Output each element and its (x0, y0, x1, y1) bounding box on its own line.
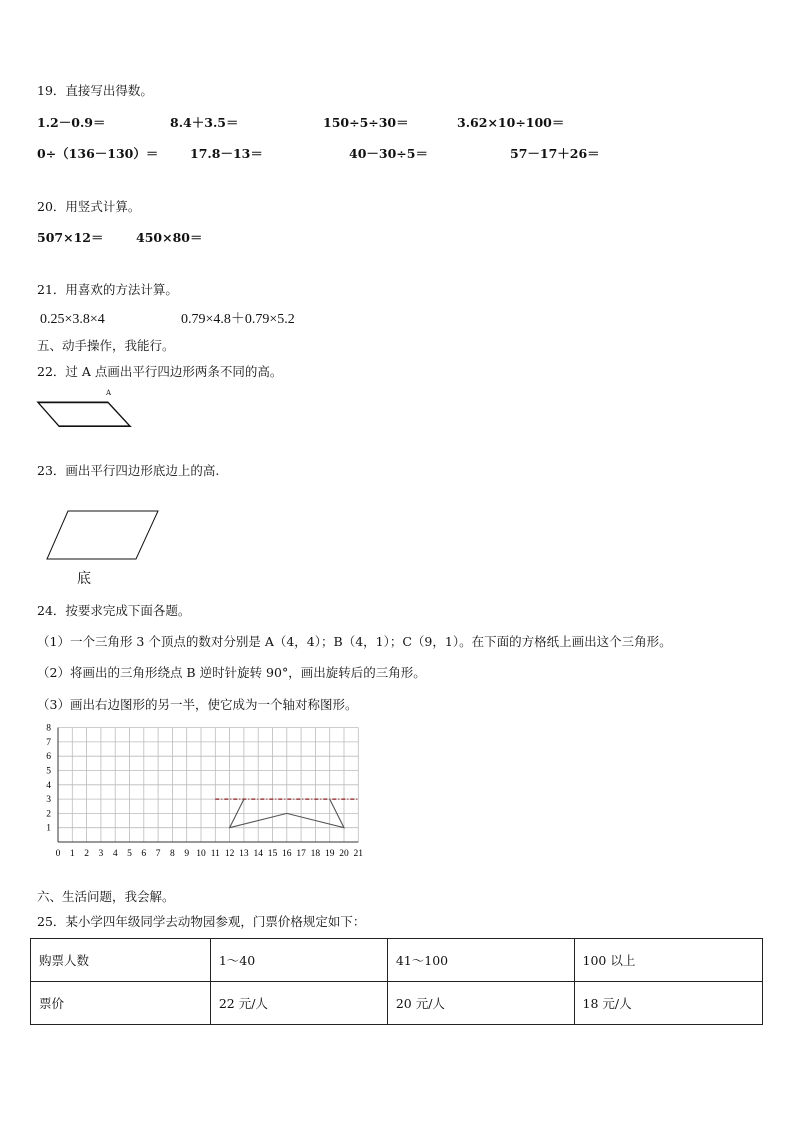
q24-sub-3: （3）画出右边图形的另一半，使它成为一个轴对称图形。 (37, 697, 358, 712)
q21-item-2: 0.79×4.8＋0.79×5.2 (181, 312, 295, 327)
q20-item-2: 450×80＝ (136, 230, 203, 245)
q25-title: 25．某小学四年级同学去动物园参观，门票价格规定如下： (37, 914, 366, 929)
y-tick-label: 7 (46, 737, 51, 748)
table-cell: 购票人数 (31, 939, 211, 982)
x-tick-label: 3 (98, 849, 104, 859)
q19-r2-c3: 40－30÷5＝ (349, 146, 428, 161)
section-5-heading: 五、动手操作，我能行。 (37, 338, 175, 353)
x-tick-label: 10 (196, 849, 206, 859)
x-tick-label: 16 (282, 849, 292, 859)
x-tick-label: 9 (184, 849, 190, 859)
x-tick-label: 15 (267, 849, 278, 859)
x-tick-label: 18 (310, 849, 321, 859)
q19-r2-c4: 57－17＋26＝ (510, 146, 600, 161)
table-cell: 100 以上 (574, 939, 762, 982)
x-tick-label: 7 (155, 849, 161, 859)
q21-item-1: 0.25×3.8×4 (40, 312, 105, 327)
x-tick-label: 1 (69, 849, 75, 859)
x-tick-label: 6 (141, 849, 147, 859)
table-cell: 41～100 (387, 939, 574, 982)
x-tick-label: 2 (84, 849, 89, 859)
x-tick-label: 8 (170, 849, 175, 859)
q24-title: 24．按要求完成下面各题。 (37, 603, 191, 618)
y-tick-label: 6 (46, 752, 51, 763)
q19-r2-c1: 0÷（136－130）＝ (37, 146, 159, 161)
coordinate-grid (30, 723, 380, 872)
q19-title: 19．直接写出得数。 (37, 83, 153, 98)
x-tick-label: 21 (353, 849, 364, 859)
x-tick-label: 12 (224, 849, 235, 859)
q19-r2-c2: 17.8－13＝ (190, 146, 263, 161)
q19-r1-c3: 150÷5÷30＝ (323, 115, 409, 130)
y-tick-label: 8 (46, 723, 51, 734)
q19-r1-c4: 3.62×10÷100＝ (457, 115, 565, 130)
y-tick-label: 4 (46, 780, 51, 791)
table-cell: 20 元/人 (387, 982, 574, 1025)
x-tick-label: 17 (296, 849, 306, 859)
q20-title: 20．用竖式计算。 (37, 199, 141, 214)
table-cell: 22 元/人 (210, 982, 387, 1025)
y-tick-label: 5 (46, 766, 51, 777)
q23-base-label: 底 (77, 571, 91, 587)
table-cell: 1～40 (210, 939, 387, 982)
section-6-heading: 六、生活问题，我会解。 (37, 889, 175, 904)
table-cell: 18 元/人 (574, 982, 762, 1025)
q22-parallelogram (30, 390, 140, 422)
x-tick-label: 5 (127, 849, 132, 859)
q24-sub-2: （2）将画出的三角形绕点 B 逆时针旋转 90°，画出旋转后的三角形。 (37, 665, 426, 680)
x-tick-label: 13 (239, 849, 249, 859)
q20-item-1: 507×12＝ (37, 230, 104, 245)
y-tick-label: 1 (46, 823, 51, 834)
x-tick-label: 14 (253, 849, 263, 859)
q19-r1-c2: 8.4＋3.5＝ (170, 115, 239, 130)
q24-sub-1: （1）一个三角形 3 个顶点的数对分别是 A（4，4）；B（4，1）；C（9，1）。在下面的方格纸上画出这个三角形。 (37, 634, 672, 649)
x-tick-label: 20 (339, 849, 349, 859)
x-tick-label: 19 (324, 849, 335, 859)
q23-parallelogram (45, 508, 163, 562)
y-tick-label: 2 (46, 809, 51, 820)
table-row (31, 982, 763, 1025)
q23-title: 23．画出平行四边形底边上的高. (37, 463, 220, 478)
ticket-price-table (30, 938, 763, 1025)
x-tick-label: 4 (112, 849, 118, 859)
x-tick-label: 0 (55, 849, 61, 859)
y-tick-label: 3 (46, 795, 51, 806)
q22-point-a-label: A (106, 389, 112, 397)
table-cell: 票价 (31, 982, 211, 1025)
q19-r1-c1: 1.2－0.9＝ (37, 115, 106, 130)
q22-title: 22．过 A 点画出平行四边形两条不同的高。 (37, 364, 283, 379)
x-tick-label: 11 (210, 849, 220, 859)
table-row (31, 939, 763, 982)
q21-title: 21．用喜欢的方法计算。 (37, 282, 178, 297)
